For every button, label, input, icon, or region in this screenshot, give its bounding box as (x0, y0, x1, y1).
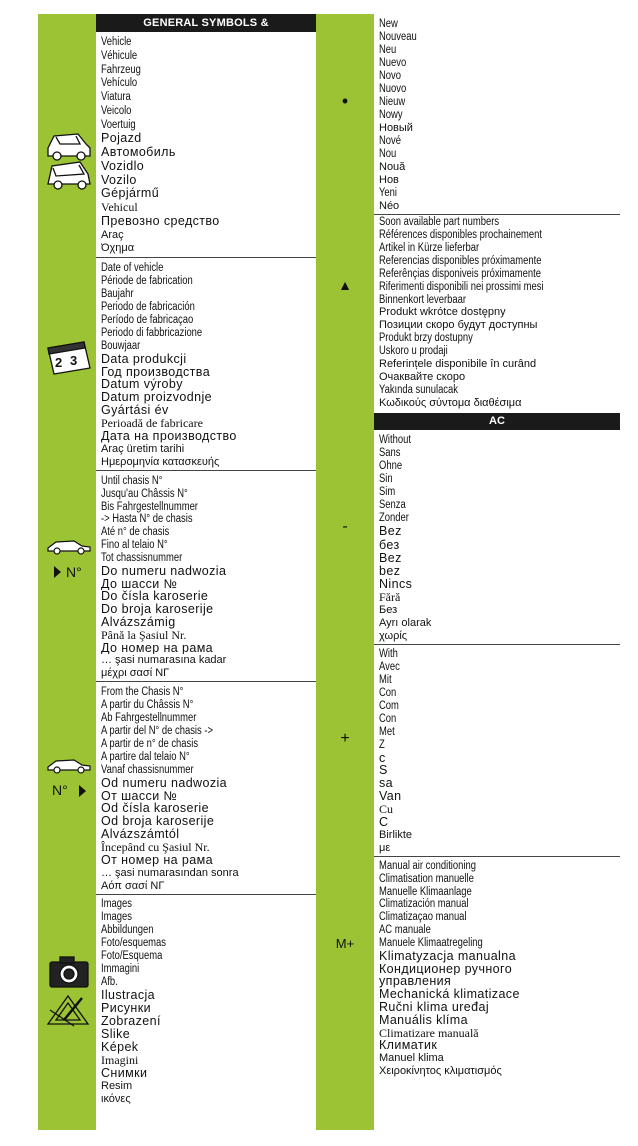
text-line: Imagini (101, 1054, 139, 1067)
section-vehicle (96, 36, 316, 258)
text-line: Vehículo (101, 77, 138, 90)
text-line: Manuele Klimaatregeling (379, 936, 483, 949)
section-from-chassis (96, 686, 316, 895)
section-images (96, 898, 316, 1108)
text-line: Met (379, 725, 395, 738)
text-line: Χειροκίνητος κλιματισμός (379, 1065, 502, 1077)
text-line: Pojazd (101, 132, 142, 146)
text-line: Vehicle (101, 36, 132, 48)
text-line: Нов (379, 174, 399, 186)
text-line: Manuális klíma (379, 1013, 468, 1027)
text-line: Превозно средство (101, 214, 220, 228)
text-line: Con (379, 712, 397, 725)
calendar-icon (44, 340, 94, 381)
camera-icon (48, 955, 90, 994)
text-line: Uskoro u prodaji (379, 345, 448, 358)
soon-symbol: ▲ (338, 277, 352, 293)
text-line: sa (379, 777, 394, 791)
manual-ac-symbol: M+ (335, 936, 355, 951)
without-symbol: - (342, 518, 348, 535)
text-line: Van (379, 790, 402, 804)
text-line: bez (379, 564, 401, 578)
text-line: Yakında sunulacak (379, 383, 458, 396)
text-line: Vanaf chassisnummer (101, 763, 194, 776)
text-line: Referințele disponibile în curând (379, 358, 537, 371)
text-line: Ručni klima uređaj (379, 1000, 490, 1014)
text-line: управления (379, 975, 452, 989)
text-line: A partire dal telaio N° (101, 750, 190, 763)
text-line: Fino al telaio N° (101, 539, 168, 552)
text-line: Tot chassisnummer (101, 551, 183, 564)
text-line: Do čísla karoserie (101, 590, 209, 604)
text-line: Alvázszámig (101, 615, 176, 629)
text-line: Gépjármű (101, 187, 160, 201)
text-line: Binnenkort leverbaar (379, 293, 467, 306)
text-line: Gyártási év (101, 404, 169, 418)
text-line: A partir du Châssis N° (101, 698, 194, 711)
text-line: Nieuw (379, 96, 406, 108)
text-line: Climatizaçao manual (379, 911, 467, 924)
text-line: Képek (101, 1041, 139, 1054)
text-line: Artikel in Kürze lieferbar (379, 241, 480, 254)
text-line: Do numeru nadwozia (101, 564, 227, 578)
section-new (374, 18, 620, 215)
car-until-icon (46, 537, 92, 560)
text-line: Ayrı olarak (379, 616, 432, 629)
text-line: Baujahr (101, 287, 134, 300)
text-line: Produkt wkrótce dostępny (379, 306, 506, 319)
text-line: Date of vehicle (101, 262, 164, 274)
text-line: Климатик (379, 1039, 438, 1053)
left-column (96, 14, 316, 1105)
text-line: Od broja karoserije (101, 815, 215, 829)
drawing-tools-icon (44, 990, 92, 1033)
text-line: Période de fabrication (101, 274, 193, 287)
text-line: Manuelle Klimaanlage (379, 885, 472, 898)
text-line: Avec (379, 660, 400, 673)
from-chassis-label: N° (52, 782, 68, 798)
text-line: Without (379, 434, 411, 446)
text-line: Riferimenti disponibili nei prossimi mesi (379, 280, 544, 293)
text-line: Periodo de fabricación (101, 300, 195, 313)
text-line: Produkt brzy dostupny (379, 332, 473, 345)
play-right-icon (77, 784, 87, 803)
text-line: Mit (379, 673, 392, 686)
text-line: … şasi numarasına kadar (101, 654, 227, 667)
text-line: Zobrazení (101, 1015, 161, 1028)
text-line: Araç (101, 228, 124, 241)
text-line: μέχρι σασί ΝΓ (101, 667, 170, 680)
text-line: Senza (379, 499, 406, 512)
text-line: Perioadă de fabricare (101, 417, 203, 431)
text-line: От шасси № (101, 789, 178, 803)
text-line: Manuel klima (379, 1052, 444, 1065)
text-line: Începând cu Şasiul Nr. (101, 841, 210, 855)
text-line: До номер на рама (101, 641, 214, 655)
text-line: Nouveau (379, 31, 417, 43)
text-line: Soon available part numbers (379, 216, 500, 228)
text-line: Immagini (101, 963, 140, 975)
text-line: με (379, 842, 391, 855)
text-line: Bouwjaar (101, 339, 141, 352)
text-line: Viatura (101, 91, 131, 103)
text-line: Дата на производство (101, 430, 237, 444)
text-line: Sans (379, 447, 401, 460)
svg-text:2: 2 (55, 355, 63, 370)
text-line: Referênçias disponiveis próximamente (379, 267, 541, 280)
text-line: Até n° de chasis (101, 526, 170, 539)
text-line: Slike (101, 1028, 131, 1041)
text-line: Afb. (101, 976, 118, 988)
text-line: без (379, 538, 400, 552)
text-line: Birlikte (379, 829, 413, 842)
text-line: Periodo di fabbricazione (101, 326, 203, 339)
text-line: -> Hasta N° de chasis (101, 513, 193, 526)
text-line: Sin (379, 473, 393, 486)
text-line: Alvázszámtól (101, 828, 180, 842)
text-line: Cu (379, 803, 394, 817)
text-line: Od čísla karoserie (101, 802, 209, 816)
text-line: A partir de n° de chasis (101, 737, 199, 750)
text-line: Nincs (379, 577, 413, 591)
text-line: Позиции скоро будут доступны (379, 319, 538, 332)
text-line: Автомобиль (101, 146, 176, 159)
text-line: Néo (379, 200, 400, 212)
text-line: Vozidlo (101, 159, 145, 173)
text-line: Ilustracja (101, 989, 156, 1002)
text-line: Images (101, 898, 132, 910)
text-line: ικόνες (101, 1093, 131, 1105)
text-line: Очаквайте скоро (379, 371, 466, 384)
text-line: Datum proizvodnje (101, 391, 213, 405)
text-line: Рисунки (101, 1002, 151, 1015)
text-line: New (379, 18, 398, 30)
section-soon-available (374, 216, 620, 412)
text-line: Zonder (379, 512, 409, 525)
text-line: Images (101, 911, 132, 923)
text-line: Год производства (101, 365, 211, 379)
text-line: Nuovo (379, 83, 407, 95)
car-from-icon (46, 756, 92, 779)
text-line: Vozilo (101, 173, 137, 187)
text-line: с (379, 751, 386, 765)
text-line: Until chasis N° (101, 475, 163, 487)
text-line: Références disponibles prochainement (379, 228, 543, 241)
vehicle-icon (44, 122, 94, 199)
text-line: Referencias disponibles próximamente (379, 254, 542, 267)
text-line: Ab Fahrgestellnummer (101, 711, 197, 724)
text-line: Nuevo (379, 57, 407, 69)
until-chassis-label: N° (66, 564, 82, 580)
text-line: Neu (379, 44, 397, 56)
text-line: Con (379, 686, 397, 699)
text-line: Fără (379, 590, 401, 604)
text-line: До шасси № (101, 577, 178, 591)
text-line: Klimatyzacja manualna (379, 949, 516, 963)
text-line: Αόπ σασί ΝΓ (101, 880, 165, 893)
svg-text:3: 3 (70, 353, 78, 368)
with-symbol: + (340, 730, 350, 747)
section-until-chassis (96, 475, 316, 682)
text-line: Ημερομηνία κατασκευής (101, 456, 220, 469)
text-line: Resim (101, 1080, 133, 1092)
text-line: Bis Fahrgestellnummer (101, 500, 198, 513)
text-line: From the Chasis N° (101, 686, 184, 698)
text-line: … şasi numarasından sonra (101, 867, 239, 880)
text-line: Sim (379, 486, 396, 499)
section-date-of-vehicle (96, 262, 316, 471)
section-with (374, 648, 620, 857)
text-line: With (379, 648, 398, 660)
text-line: A partir del N° de chasis -> (101, 724, 214, 737)
text-line: Data produkcji (101, 352, 187, 366)
text-line: Z (379, 738, 385, 751)
text-line: AC manuale (379, 924, 431, 937)
text-line: Climatisation manuelle (379, 872, 474, 885)
text-line: Yeni (379, 187, 398, 199)
text-line: Bez (379, 551, 402, 565)
text-line: Până la Şasiul Nr. (101, 628, 187, 642)
text-line: S (379, 764, 388, 778)
text-line: Datum výroby (101, 378, 183, 392)
text-line: Voertuig (101, 118, 136, 131)
text-line: Climatización manual (379, 898, 469, 911)
ac-header: AC (374, 413, 620, 430)
text-line: С (379, 816, 389, 830)
text-line: Período de fabricaçao (101, 313, 194, 326)
text-line: Όχημα (101, 242, 135, 255)
text-line: Jusqu'au Châssis N° (101, 487, 188, 500)
text-line: Foto/Esquema (101, 950, 163, 962)
text-line: Veicolo (101, 104, 132, 117)
text-line: Fahrzeug (101, 63, 141, 76)
text-line: Ohne (379, 460, 403, 473)
text-line: Foto/esquemas (101, 937, 166, 949)
text-line: Vehicul (101, 201, 138, 214)
text-line: Do broja karoserije (101, 603, 214, 616)
section-without (374, 434, 620, 645)
text-line: Climatizare manuală (379, 1026, 479, 1040)
text-line: Araç üretim tarihi (101, 443, 185, 456)
text-line: Com (379, 699, 399, 712)
text-line: Кондиционер ручного (379, 962, 513, 976)
text-line: Nové (379, 135, 402, 147)
text-line: Nouă (379, 161, 406, 173)
text-line: Abbildungen (101, 924, 154, 936)
text-line: Novo (379, 70, 402, 82)
text-line: Nou (379, 148, 397, 160)
text-line: Новый (379, 122, 413, 134)
text-line: Снимки (101, 1067, 148, 1080)
text-line: χωρίς (379, 629, 408, 642)
text-line: Без (379, 603, 398, 616)
text-line: Manual air conditioning (379, 860, 476, 872)
section-manual-ac (374, 860, 620, 1080)
text-line: Mechanická klimatizace (379, 988, 520, 1001)
text-line: Bez (379, 525, 402, 539)
new-symbol: • (341, 91, 349, 111)
text-line: Od numeru nadwozia (101, 776, 228, 790)
text-line: От номер на рама (101, 854, 213, 868)
text-line: Nowy (379, 109, 403, 121)
play-right-icon (52, 565, 62, 584)
general-symbols-header: GENERAL SYMBOLS & ABBREVIATIONS (96, 14, 316, 32)
text-line: Véhicule (101, 49, 138, 62)
green-strip-middle (316, 14, 374, 1130)
text-line: Κωδικούς σύντομα διαθέσιμα (379, 396, 522, 409)
